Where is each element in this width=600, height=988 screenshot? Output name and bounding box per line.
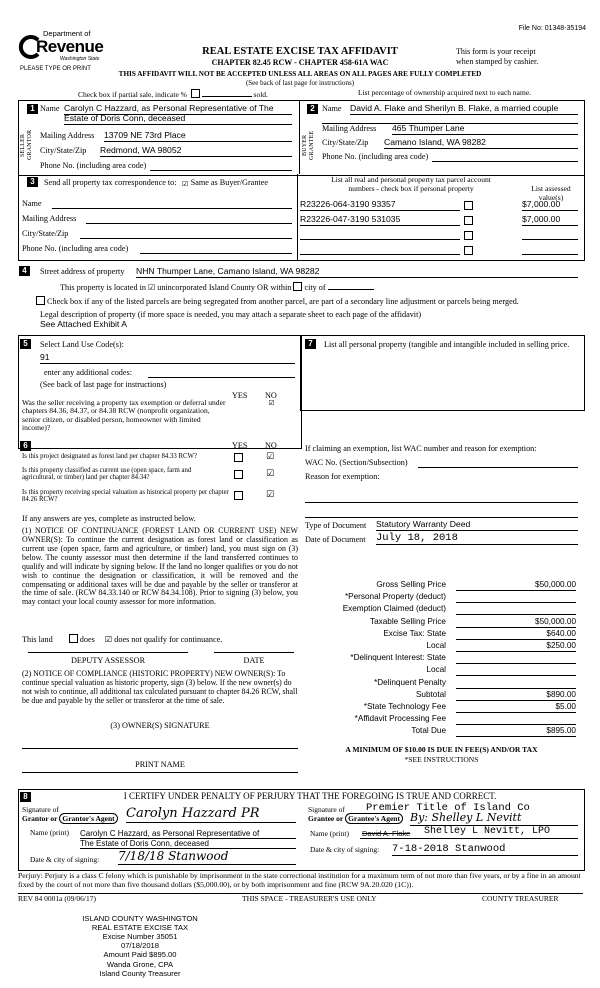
logo-name: Revenue xyxy=(36,37,104,56)
receipt-note-1: This form is your receipt xyxy=(456,47,536,56)
tax-row-label: *Affidavit Processing Fee xyxy=(354,714,446,724)
same-as-buyer-label: Same as Buyer/Grantee xyxy=(190,178,268,187)
s2-city-label: City/State/Zip xyxy=(322,138,369,147)
see-instructions: *SEE INSTRUCTIONS xyxy=(404,755,479,764)
continuance-line xyxy=(22,634,222,644)
tax-row-value[interactable]: $250.00 xyxy=(456,641,576,652)
s2-mailing-label: Mailing Address xyxy=(322,124,377,133)
land-use-label: Select Land Use Code(s): xyxy=(40,340,124,349)
notice-of-compliance: (2) NOTICE OF COMPLIANCE (HISTORIC PROPERTY) NEW OWNER(S): To continue special valuation as historic property, sign (3) below. If the new owner(s) do not wish to continue, all additional tax calculated pursuant to chapter 84.26 RCW, shall be due and payable by the seller or transferor at the time of sale. xyxy=(22,669,298,705)
s2-name-label: Name xyxy=(322,104,342,113)
tax-row-label: Subtotal xyxy=(415,689,446,699)
legal-description-field[interactable]: See Attached Exhibit A xyxy=(40,319,127,329)
buyer-name-field[interactable]: David A. Flake and Sherilyn B. Flake, a married couple xyxy=(350,104,578,115)
deputy-assessor-label: DEPUTY ASSESSOR xyxy=(70,656,146,665)
tax-row-label: *Personal Property (deduct) xyxy=(344,592,446,602)
wac-field[interactable] xyxy=(418,458,578,468)
owner-signature-line[interactable] xyxy=(22,748,298,749)
print-name-label: PRINT NAME xyxy=(135,760,185,769)
forest-no-checkbox[interactable]: ☑ xyxy=(266,452,275,462)
section-2-number: 2 xyxy=(307,104,318,114)
deputy-date-line[interactable] xyxy=(214,652,294,653)
s3-city-label: City/State/Zip xyxy=(22,229,69,238)
land-use-code-field[interactable]: 91 xyxy=(40,353,295,364)
current-use-no-checkbox[interactable]: ☑ xyxy=(266,469,275,479)
forest-land-question: Is this project designated as forest land per chapter 84.33 RCW? xyxy=(22,453,197,460)
section-3-number: 3 xyxy=(27,177,38,187)
grantor-date-city[interactable]: 7/18/18 Stanwood xyxy=(118,850,296,865)
tax-row xyxy=(300,629,580,641)
tax-row-value[interactable] xyxy=(456,665,576,676)
stamp-line: 07/18/2018 xyxy=(120,941,159,951)
tax-row-value[interactable]: $895.00 xyxy=(456,726,576,737)
located-text-2: unincorporated Island County OR within xyxy=(157,283,292,292)
send-correspondence xyxy=(44,178,268,188)
if-any-yes: If any answers are yes, complete as instructed below. xyxy=(22,514,196,523)
treasurer-space: THIS SPACE - TREASURER'S USE ONLY xyxy=(242,894,377,903)
parcel-value-3[interactable] xyxy=(522,230,578,240)
section-6-number: 6 xyxy=(20,441,31,451)
grantor-print-2[interactable]: The Estate of Doris Conn, deceased xyxy=(80,839,296,849)
tax-row-value[interactable] xyxy=(456,653,576,664)
tax-computation-table xyxy=(300,580,580,738)
s5-see-back: (See back of last page for instructions) xyxy=(40,380,167,389)
seller-name-line-2[interactable]: Estate of Doris Conn, deceased xyxy=(64,114,292,125)
section-5-number: 5 xyxy=(20,339,31,349)
seller-name-line-1[interactable]: Carolyn C Hazzard, as Personal Representative of The xyxy=(64,104,292,115)
parcel-2-personal-checkbox[interactable] xyxy=(464,216,473,225)
grantor-signature[interactable]: Carolyn Hazzard PR xyxy=(126,807,296,823)
exemption-question: If claiming an exemption, list WAC number and reason for exemption: xyxy=(305,444,537,453)
receipt-note-2: when stamped by cashier. xyxy=(456,57,539,66)
does-label: does xyxy=(79,635,95,644)
form-subtitle: CHAPTER 82.45 RCW - CHAPTER 458-61A WAC xyxy=(211,58,389,67)
buyer-mailing-field[interactable]: 465 Thumper Lane xyxy=(392,124,578,135)
s1-mailing-label: Mailing Address xyxy=(40,131,95,140)
form-warning: THIS AFFIDAVIT WILL NOT BE ACCEPTED UNLESS ALL AREAS ON ALL PAGES ARE FULLY COMPLETED xyxy=(118,70,482,78)
tax-row-label: Exemption Claimed (deduct) xyxy=(342,604,446,614)
divider-1-2 xyxy=(299,100,300,174)
s3-name-field[interactable] xyxy=(52,199,292,209)
s3-mailing-field[interactable] xyxy=(86,214,292,224)
tax-row xyxy=(300,580,580,592)
grantor-sig-label xyxy=(22,815,118,824)
tax-row-label: Taxable Selling Price xyxy=(369,616,446,626)
treasurer-stamp xyxy=(60,914,220,978)
deputy-assessor-line[interactable] xyxy=(28,652,188,653)
divider-3 xyxy=(297,174,298,260)
certify-statement: I CERTIFY UNDER PENALTY OF PERJURY THAT THE FOREGOING IS TRUE AND CORRECT. xyxy=(123,791,497,801)
tax-row xyxy=(300,690,580,702)
located-text-3: city of xyxy=(304,283,326,292)
qualify-label: qualify for continuance. xyxy=(143,635,223,644)
s3-phone-label: Phone No. (including area code) xyxy=(22,244,129,253)
tax-row-value[interactable]: $890.00 xyxy=(456,690,576,701)
parcels-header-2: numbers - check box if personal property xyxy=(348,184,474,193)
see-back-top: (See back of last page for instructions) xyxy=(245,79,355,87)
partial-sale-percent[interactable] xyxy=(202,96,252,97)
list-percentage: List percentage of ownership acquired next to each name. xyxy=(358,88,532,97)
does-checkbox[interactable] xyxy=(69,634,78,643)
current-use-question: Is this property classified as current use (open space, farm and agricultural, or timber) land per chapter 84.34? xyxy=(22,467,192,482)
tax-row xyxy=(300,617,580,629)
form-title: REAL ESTATE EXCISE TAX AFFIDAVIT xyxy=(202,46,398,57)
parcel-3-personal-checkbox[interactable] xyxy=(464,231,473,240)
parcel-number-4[interactable] xyxy=(300,245,460,255)
tax-row-value[interactable] xyxy=(456,604,576,615)
street-address-field[interactable]: NHN Thumper Lane, Camano Island, WA 98282 xyxy=(136,267,578,278)
segregated-line xyxy=(36,296,519,306)
doc-type-field[interactable]: Statutory Warranty Deed xyxy=(376,520,578,531)
stamp-line: Excise Number 35051 xyxy=(102,932,178,942)
assessed-header: List assessed value(s) xyxy=(531,184,571,202)
logo-state: Washington State xyxy=(60,56,100,62)
located-text-1: This property is located in xyxy=(60,283,146,292)
tax-row xyxy=(300,702,580,714)
parcel-4-personal-checkbox[interactable] xyxy=(464,246,473,255)
doc-date-label: Date of Document xyxy=(305,535,366,544)
personal-property-label: List all personal property (tangible and intangible included in selling price. xyxy=(324,340,570,349)
tax-row-value[interactable]: $640.00 xyxy=(456,629,576,640)
county-treasurer: COUNTY TREASURER xyxy=(482,894,559,903)
stamp-line: Amount Paid $895.00 xyxy=(103,950,177,960)
partial-sale-checkbox[interactable] xyxy=(191,89,200,98)
tax-row xyxy=(300,592,580,604)
tax-row-value[interactable] xyxy=(456,592,576,603)
forest-yes-checkbox[interactable] xyxy=(234,453,243,462)
unincorporated-checkbox[interactable]: ☑ xyxy=(148,283,156,292)
buyer-phone-field[interactable] xyxy=(432,152,578,162)
grantee-agent-circled: Grantee's Agent xyxy=(345,813,403,824)
grantee-sig-label xyxy=(308,815,403,824)
seller-mailing-field[interactable]: 13709 NE 73rd Place xyxy=(104,131,292,142)
wac-label: WAC No. (Section/Subsection) xyxy=(305,458,408,467)
grantor-agent-circled: Grantor's Agent xyxy=(59,813,117,824)
street-label: Street address of property xyxy=(40,267,125,276)
rev-number: REV 84 0001a (09/06/17) xyxy=(18,894,96,903)
s2-phone-label: Phone No. (including area code) xyxy=(322,152,429,161)
tax-row-value[interactable] xyxy=(456,714,576,725)
section-1-number: 1 xyxy=(27,104,38,114)
reason-label: Reason for exemption: xyxy=(305,472,380,481)
stamp-line: ISLAND COUNTY WASHINGTON xyxy=(82,914,198,923)
parcel-value-4[interactable] xyxy=(522,245,578,255)
stamp-line: Island County Treasurer xyxy=(99,968,181,978)
historical-no-checkbox[interactable]: ☑ xyxy=(266,490,275,500)
segregated-checkbox[interactable] xyxy=(36,296,45,305)
s5-no: NO xyxy=(265,391,277,400)
tax-row-value[interactable] xyxy=(456,678,576,689)
does-not-label: does not xyxy=(114,635,142,644)
parcels-header-1: List all real and personal property tax parcel account xyxy=(331,175,491,184)
located-line xyxy=(60,282,374,292)
owner-signature-label: (3) OWNER(S) SIGNATURE xyxy=(110,721,210,730)
file-number: File No: 01348-35194 xyxy=(518,25,586,32)
this-land-label: This land xyxy=(22,635,53,644)
tax-row-label: *Delinquent Penalty xyxy=(374,677,446,687)
grantee-name-print-label: Name (print) xyxy=(310,829,349,838)
section-8-number: 8 xyxy=(20,792,31,802)
tax-row-label: Local xyxy=(426,665,446,675)
grantor-name-print-label: Name (print) xyxy=(30,828,69,837)
segregated-text: Check box if any of the listed parcels are being segregated from another parcel, are part of a secondary line adjustment or parcels being merged. xyxy=(47,297,519,306)
tax-row-label: Local xyxy=(426,640,446,650)
minimum-due: A MINIMUM OF $10.00 IS DUE IN FEE(S) AND/OR TAX xyxy=(345,745,538,754)
stamp-line: Wanda Grone, CPA xyxy=(106,959,174,969)
parcel-value-2[interactable]: $7,000.00 xyxy=(522,215,578,226)
grantee-print-field[interactable] xyxy=(360,826,578,839)
historical-yes-checkbox[interactable] xyxy=(234,491,243,500)
deputy-date-label: DATE xyxy=(243,656,265,665)
deferral-question: Was the seller receiving a property tax exemption or deferral under chapters 84.36, 84.37, or 84.38 RCW (nonprofit organization, senior citizen, or disabled person, homeowner with limited income)? xyxy=(22,398,226,433)
additional-codes-field[interactable] xyxy=(148,368,295,378)
grantee-signature[interactable]: By: Shelley L Nevitt xyxy=(410,812,578,826)
seller-phone-field[interactable] xyxy=(150,161,292,171)
s6-no: NO xyxy=(265,441,277,450)
send-label: Send all property tax correspondence to: xyxy=(44,178,177,187)
print-name-line[interactable] xyxy=(22,772,298,773)
reason-field-2[interactable] xyxy=(305,508,578,518)
tax-row xyxy=(300,678,580,690)
parcel-number-1[interactable]: R23226-064-3190 93357 xyxy=(300,200,460,211)
grantor-or: Grantor or xyxy=(22,814,58,823)
tax-row xyxy=(300,604,580,616)
s1-phone-label: Phone No. (including area code) xyxy=(40,161,147,170)
s3-city-field[interactable] xyxy=(80,229,292,239)
historical-question: Is this property receiving special valuation as historical property per chapter 84.26 RCW? xyxy=(22,489,229,504)
additional-codes-label: enter any additional codes: xyxy=(44,368,132,377)
please-type: PLEASE TYPE OR PRINT xyxy=(20,66,91,72)
deferral-no-checkbox[interactable]: ☑ xyxy=(268,399,275,407)
dor-logo xyxy=(16,30,126,70)
current-use-yes-checkbox[interactable] xyxy=(234,470,243,479)
s6-yes: YES xyxy=(232,441,248,450)
perjury-statement: Perjury: Perjury is a class C felony which is punishable by imprisonment in the state correctional institution for a maximum term of not more than five years, or by a fine in an amount fixed by the court of not more than five thousand dollars ($5,000.00), or by both imprisonment and fine (RCW 9A.20.020 (1C)). xyxy=(18,871,581,889)
doc-type-label: Type of Document xyxy=(305,521,367,530)
tax-row-label: Total Due xyxy=(411,726,446,736)
does-not-checkbox[interactable]: ☑ xyxy=(104,634,113,644)
stamp-line: REAL ESTATE EXCISE TAX xyxy=(91,923,189,933)
seller-city-field[interactable]: Redmond, WA 98052 xyxy=(100,146,292,157)
s5-yes: YES xyxy=(232,391,248,400)
grantee-print-struck: David A. Flake xyxy=(362,829,411,838)
tax-row xyxy=(300,726,580,738)
section-7-number: 7 xyxy=(305,339,316,349)
grantee-or: Grantee or xyxy=(308,814,344,823)
legal-label: Legal description of property (if more space is needed, you may attach a separate sheet to each page of the affidavit) xyxy=(40,310,422,319)
parcel-number-2[interactable]: R23226-047-3190 531035 xyxy=(300,215,460,226)
grantee-typed-title: Premier Title of Island Co xyxy=(366,802,530,814)
tax-row xyxy=(300,665,580,677)
deferral-yes-checkbox[interactable] xyxy=(236,401,243,408)
tax-row-label: *State Technology Fee xyxy=(363,701,446,711)
parcel-number-3[interactable] xyxy=(300,230,460,240)
tax-row-value[interactable]: $50,000.00 xyxy=(456,580,576,591)
s1-name-label: Name xyxy=(40,104,60,113)
tax-row-label: Gross Selling Price xyxy=(376,580,446,589)
city-of-field[interactable] xyxy=(328,289,374,290)
grantor-date-city-label: Date & city of signing: xyxy=(30,855,100,864)
logo-dept: Department of xyxy=(43,29,91,38)
tax-row xyxy=(300,641,580,653)
tax-row xyxy=(300,714,580,726)
s1-city-label: City/State/Zip xyxy=(40,146,87,155)
same-as-buyer-checkbox[interactable]: ☑ xyxy=(181,180,189,188)
s3-phone-field[interactable] xyxy=(140,244,292,254)
grantee-date-city[interactable]: 7-18-2018 Stanwood xyxy=(392,843,578,856)
grantor-sig-label-1: Signature of xyxy=(22,805,59,814)
buyer-grantee-label: BUYER GRANTEE xyxy=(302,130,315,160)
grantor-print-1[interactable]: Carolyn C Hazzard, as Personal Representative of xyxy=(80,829,296,839)
grantee-date-city-label: Date & city of signing: xyxy=(310,845,380,854)
grantee-print-name: Shelley L Nevitt, LPO xyxy=(424,826,551,837)
partial-sale-label: Check box if partial sale, indicate % xyxy=(78,90,187,99)
sold-label: sold. xyxy=(253,90,268,99)
tax-row-value[interactable]: $50,000.00 xyxy=(456,617,576,628)
s3-name-label: Name xyxy=(22,199,42,208)
tax-row-label: Excise Tax: State xyxy=(383,628,446,638)
s3-mailing-label: Mailing Address xyxy=(22,214,77,223)
parcel-1-personal-checkbox[interactable] xyxy=(464,201,473,210)
notice-of-continuance: (1) NOTICE OF CONTINUANCE (FOREST LAND OR CURRENT USE) NEW OWNER(S): To continue the current designation as forest land or classification as current use (open space, farm and agriculture, or timber) land, you must sign on (3) below. The county assessor must then determine if the land transferred continues to qualify and will indicate by signing below. If the land no longer qualifies or you do not wish to continue the designation or classification, it will be removed and the compensating or additional taxes will be due and payable by the seller or transferor at the time of sale. (RCW 84.33.140 or RCW 84.34.108). Prior to signing (3) below, you may contact your local county assessor for more information. xyxy=(22,526,298,607)
partial-sale xyxy=(78,89,268,100)
reason-field-1[interactable] xyxy=(305,493,578,503)
grantee-sig-label-1: Signature of xyxy=(308,805,345,814)
parcel-value-1[interactable]: $7,000.00 xyxy=(522,200,578,211)
section-4-number: 4 xyxy=(19,266,30,276)
doc-date-field[interactable]: July 18, 2018 xyxy=(376,532,578,545)
tax-row-value[interactable]: $5.00 xyxy=(456,702,576,713)
tax-row xyxy=(300,653,580,665)
seller-grantor-label: SELLER GRANTOR xyxy=(20,129,33,161)
tax-row-label: *Delinquent Interest: State xyxy=(350,653,446,663)
buyer-city-field[interactable]: Camano Island, WA 98282 xyxy=(384,138,578,149)
within-city-checkbox[interactable] xyxy=(293,282,302,291)
